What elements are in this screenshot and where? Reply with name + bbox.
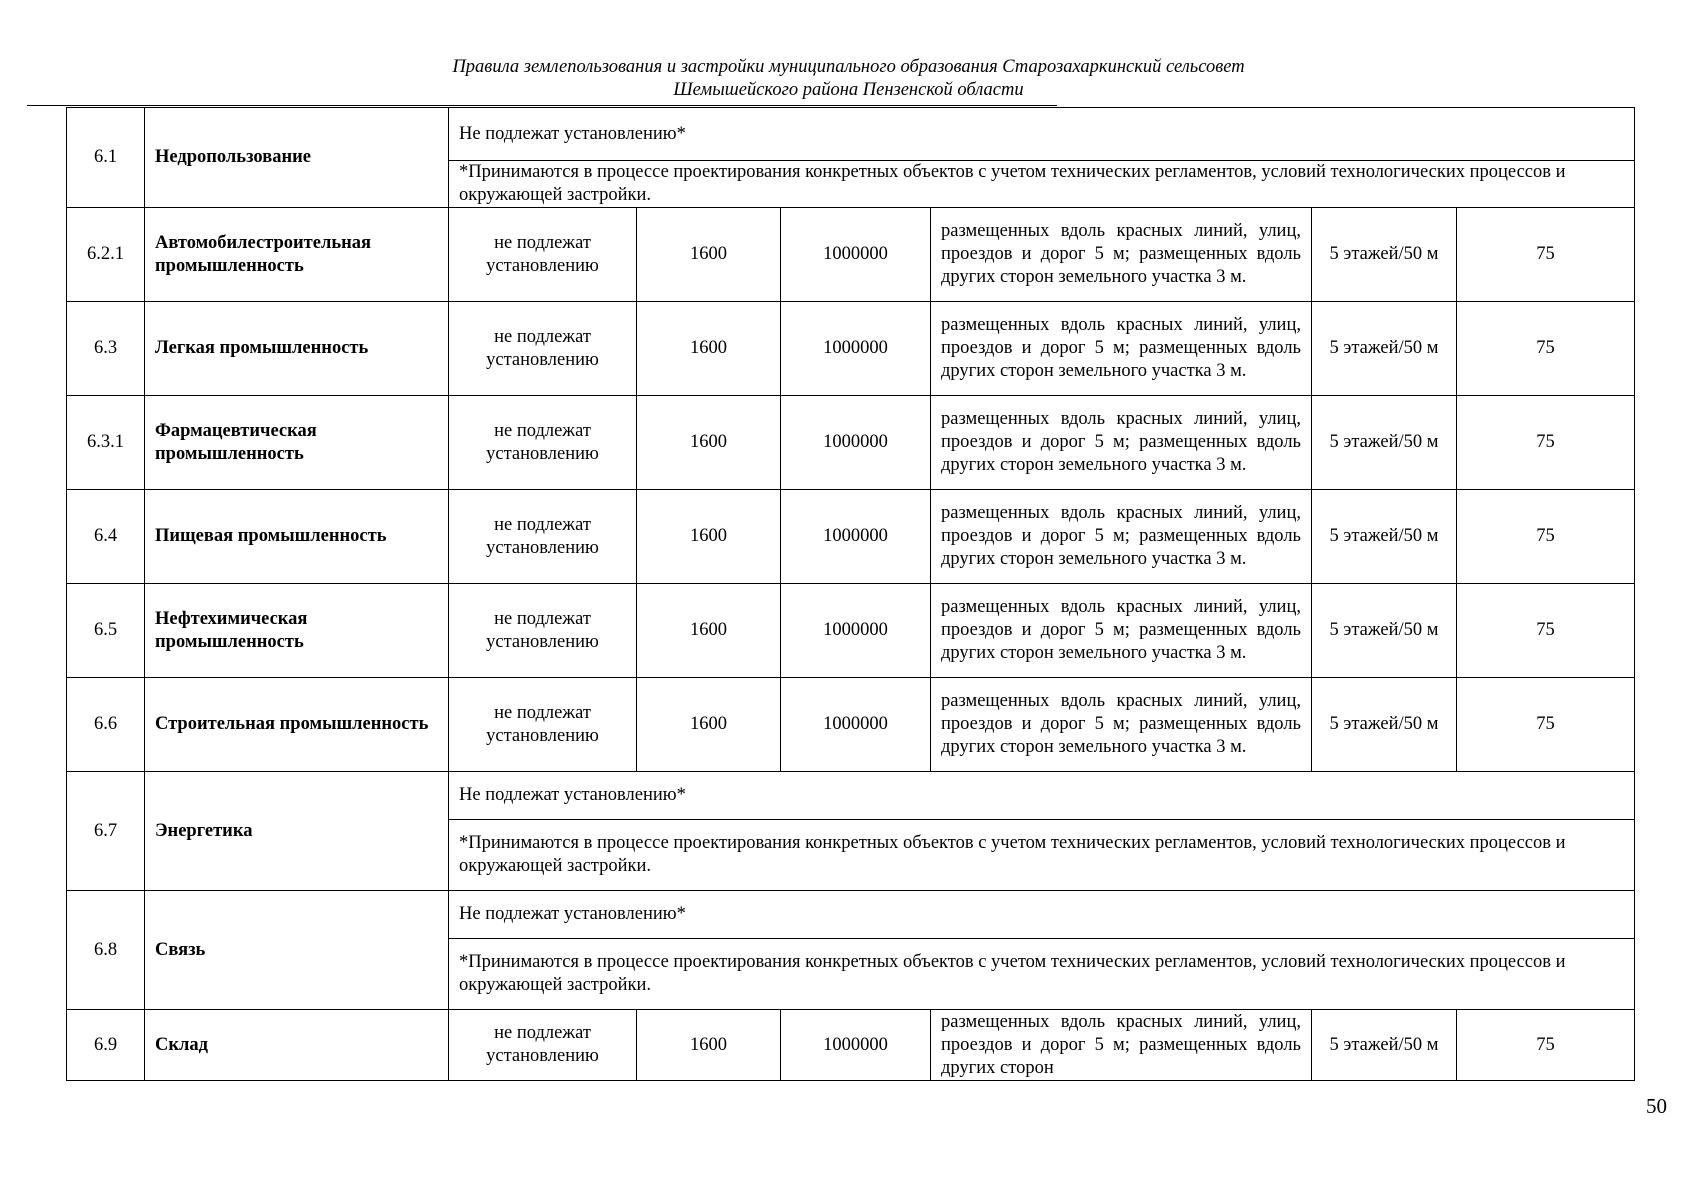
not-set-cell: Не подлежат установлению* <box>449 891 1635 939</box>
cell-setback: размещенных вдоль красных линий, улиц, проездов и дорог 5 м; размещенных вдоль других сторон земельного участка 3 м. <box>931 208 1312 302</box>
cell-coverage: 75 <box>1457 302 1635 396</box>
row-name: Нефтехимическая промышленность <box>145 584 449 678</box>
row-code: 6.9 <box>67 1010 145 1081</box>
cell-not-set: не подлежат установлению <box>449 302 637 396</box>
cell-setback: размещенных вдоль красных линий, улиц, проездов и дорог 5 м; размещенных вдоль других сторон земельного участка 3 м. <box>931 678 1312 772</box>
row-code: 6.1 <box>67 108 145 208</box>
table-row <box>67 678 1635 772</box>
row-name: Пищевая промышленность <box>145 490 449 584</box>
cell-min-area: 1600 <box>637 490 781 584</box>
cell-min-area: 1600 <box>637 302 781 396</box>
cell-height: 5 этажей/50 м <box>1312 396 1457 490</box>
cell-coverage: 75 <box>1457 396 1635 490</box>
cell-not-set: не подлежат установлению <box>449 208 637 302</box>
cell-coverage: 75 <box>1457 584 1635 678</box>
cell-max-area: 1000000 <box>781 302 931 396</box>
cell-height: 5 этажей/50 м <box>1312 208 1457 302</box>
cell-setback: размещенных вдоль красных линий, улиц, проездов и дорог 5 м; размещенных вдоль других сторон земельного участка 3 м. <box>931 396 1312 490</box>
table-row <box>67 396 1635 490</box>
row-code: 6.3 <box>67 302 145 396</box>
header-line-2: Шемышейского района Пензенской области <box>673 80 1024 100</box>
document-header <box>0 56 1697 102</box>
cell-height: 5 этажей/50 м <box>1312 1010 1457 1081</box>
cell-max-area: 1000000 <box>781 584 931 678</box>
row-name: Энергетика <box>145 772 449 891</box>
note-cell: *Принимаются в процессе проектирования конкретных объектов с учетом технических регламентов, условий технологических процессов и окружающей застройки. <box>449 820 1635 891</box>
row-name: Склад <box>145 1010 449 1081</box>
table-row <box>67 302 1635 396</box>
header-line-1: Правила землепользования и застройки муниципального образования Старозахаркинский сельсовет <box>452 57 1245 77</box>
table-row <box>67 1010 1635 1081</box>
cell-min-area: 1600 <box>637 208 781 302</box>
cell-min-area: 1600 <box>637 584 781 678</box>
page-number: 50 <box>1646 1094 1667 1118</box>
cell-max-area: 1000000 <box>781 490 931 584</box>
setback-text: размещенных вдоль красных линий, улиц, проездов и дорог 5 м; размещенных вдоль других сторон <box>941 1011 1301 1078</box>
cell-coverage: 75 <box>1457 208 1635 302</box>
row-name: Легкая промышленность <box>145 302 449 396</box>
row-code: 6.8 <box>67 891 145 1010</box>
cell-not-set: не подлежат установлению <box>449 1010 637 1081</box>
cell-max-area: 1000000 <box>781 396 931 490</box>
note-cell: *Принимаются в процессе проектирования конкретных объектов с учетом технических регламентов, условий технологических процессов и окружающей застройки. <box>449 939 1635 1010</box>
cell-coverage: 75 <box>1457 1010 1635 1081</box>
cell-max-area: 1000000 <box>781 678 931 772</box>
cell-height: 5 этажей/50 м <box>1312 302 1457 396</box>
row-code: 6.5 <box>67 584 145 678</box>
table-row <box>67 891 1635 939</box>
cell-min-area: 1600 <box>637 678 781 772</box>
table-row <box>67 772 1635 820</box>
row-code: 6.3.1 <box>67 396 145 490</box>
cell-height: 5 этажей/50 м <box>1312 490 1457 584</box>
cell-height: 5 этажей/50 м <box>1312 678 1457 772</box>
row-code: 6.4 <box>67 490 145 584</box>
not-set-cell: Не подлежат установлению* <box>449 772 1635 820</box>
row-name: Автомобилестроительная промышленность <box>145 208 449 302</box>
table-row <box>67 108 1635 161</box>
cell-coverage: 75 <box>1457 490 1635 584</box>
cell-min-area: 1600 <box>637 1010 781 1081</box>
table-row <box>67 208 1635 302</box>
cell-setback: размещенных вдоль красных линий, улиц, проездов и дорог 5 м; размещенных вдоль других сторон земельного участка 3 м. <box>931 584 1312 678</box>
cell-not-set: не подлежат установлению <box>449 490 637 584</box>
row-name: Строительная промышленность <box>145 678 449 772</box>
cell-not-set: не подлежат установлению <box>449 396 637 490</box>
not-set-cell: Не подлежат установлению* <box>449 108 1635 161</box>
land-use-parameters-table <box>66 107 1635 1081</box>
row-name: Недропользование <box>145 108 449 208</box>
cell-setback: размещенных вдоль красных линий, улиц, проездов и дорог 5 м; размещенных вдоль других сторон земельного участка 3 м. <box>931 302 1312 396</box>
row-code: 6.2.1 <box>67 208 145 302</box>
row-code: 6.7 <box>67 772 145 891</box>
cell-min-area: 1600 <box>637 396 781 490</box>
row-name: Фармацевтическая промышленность <box>145 396 449 490</box>
cell-height: 5 этажей/50 м <box>1312 584 1457 678</box>
row-name: Связь <box>145 891 449 1010</box>
note-cell: *Принимаются в процессе проектирования конкретных объектов с учетом технических регламентов, условий технологических процессов и окружающей застройки. <box>449 161 1635 208</box>
cell-coverage: 75 <box>1457 678 1635 772</box>
cell-not-set: не подлежат установлению <box>449 584 637 678</box>
row-code: 6.6 <box>67 678 145 772</box>
cell-max-area: 1000000 <box>781 1010 931 1081</box>
table-row <box>67 584 1635 678</box>
cell-setback: размещенных вдоль красных линий, улиц, проездов и дорог 5 м; размещенных вдоль других сторон земельного участка 3 м. <box>931 490 1312 584</box>
cell-max-area: 1000000 <box>781 208 931 302</box>
header-divider <box>27 105 1057 106</box>
cell-setback <box>931 1010 1312 1081</box>
table-row <box>67 490 1635 584</box>
cell-not-set: не подлежат установлению <box>449 678 637 772</box>
